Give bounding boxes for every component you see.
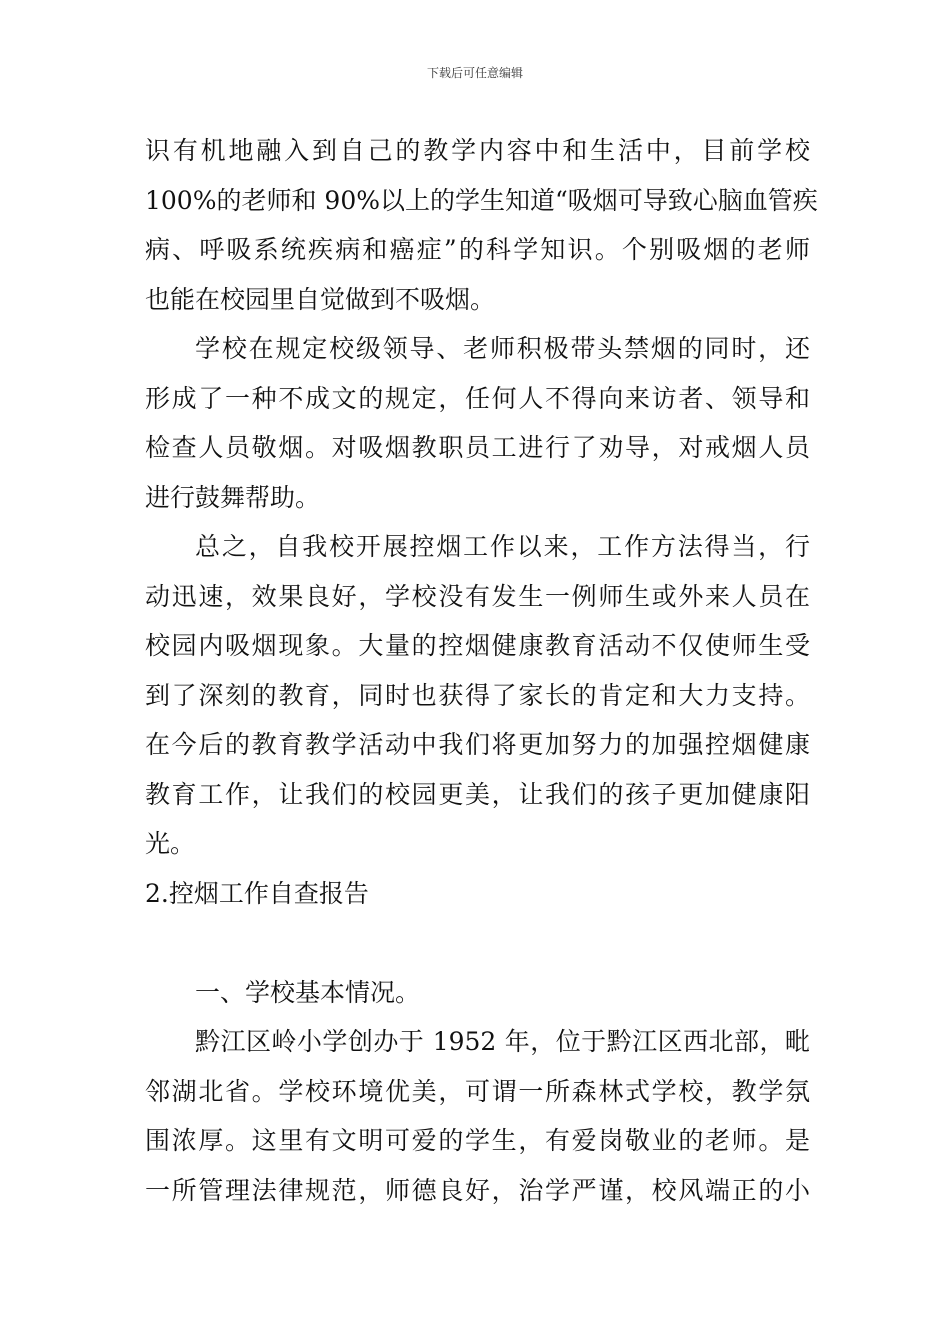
text-line: 2.控烟工作自查报告 [145, 878, 369, 908]
text-line: 学校在规定校级领导、老师积极带头禁烟的同时，还 [195, 334, 810, 363]
text-line: 在今后的教育教学活动中我们将更加努力的加强控烟健康 [145, 730, 810, 759]
text-line: 形成了一种不成文的规定，任何人不得向来访者、领导和 [145, 383, 810, 413]
page-header: 下载后可任意编辑 [426, 66, 523, 80]
text-line: 黔江区岭小学创办于 1952 年，位于黔江区西北部，毗 [195, 1027, 810, 1056]
paragraph [145, 126, 818, 324]
paragraph [145, 1017, 810, 1215]
text-line: 校园内吸烟现象。大量的控烟健康教育活动不仅使师生受 [145, 631, 810, 660]
text-line: 也能在校园里自觉做到不吸烟。 [145, 284, 496, 314]
text-line: 到了深刻的教育，同时也获得了家长的肯定和大力支持。 [145, 680, 810, 710]
paragraph [145, 522, 810, 869]
text-line: 围浓厚。这里有文明可爱的学生，有爱岗敬业的老师。是 [145, 1126, 810, 1155]
text-line: 100%的老师和 90%以上的学生知道“吸烟可导致心脑血管疾 [145, 185, 818, 215]
section-heading [145, 869, 810, 919]
subsection-heading [145, 968, 810, 1018]
text-line: 识有机地融入到自己的教学内容中和生活中，目前学校 [145, 136, 810, 165]
document-body [145, 126, 818, 1215]
paragraph [145, 324, 810, 522]
text-line: 一、学校基本情况。 [195, 977, 421, 1007]
text-line: 光。 [145, 829, 196, 858]
text-line: 病、呼吸系统疾病和癌症”的科学知识。个别吸烟的老师 [145, 235, 810, 264]
text-line: 一所管理法律规范，师德良好，治学严谨，校风端正的小 [145, 1175, 810, 1205]
text-line: 动迅速，效果良好，学校没有发生一例师生或外来人员在 [145, 581, 810, 611]
text-line: 进行鼓舞帮助。 [145, 482, 321, 512]
blank-line [145, 918, 810, 968]
text-line: 总之，自我校开展控烟工作以来，工作方法得当，行 [195, 532, 810, 561]
text-line: 检查人员敬烟。对吸烟教职员工进行了劝导，对戒烟人员 [145, 433, 810, 462]
text-line: 邻湖北省。学校环境优美，可谓一所森林式学校，教学氛 [145, 1076, 810, 1106]
text-line: 教育工作，让我们的校园更美，让我们的孩子更加健康阳 [145, 779, 810, 809]
